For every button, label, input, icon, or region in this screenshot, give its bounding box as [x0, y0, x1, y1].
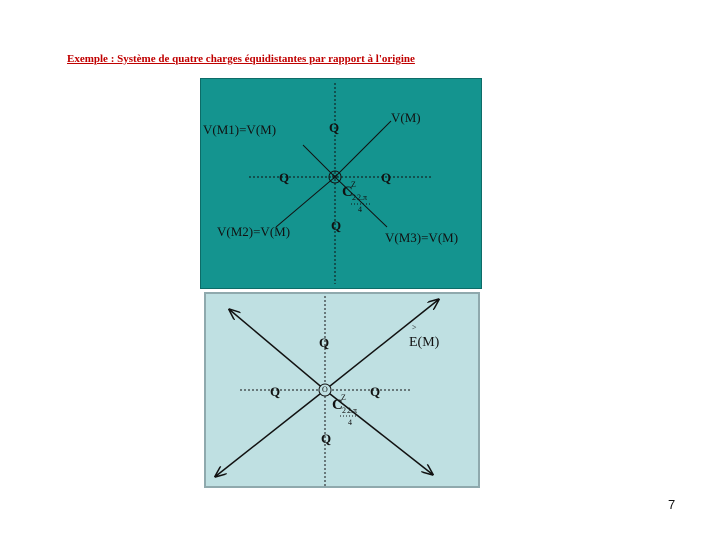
symmetry-label: C [342, 184, 353, 200]
label-v-m: V(M) [391, 110, 421, 125]
charge-q-left: Q [270, 384, 281, 399]
charge-q-top: Q [329, 120, 340, 135]
symmetry-exponent: 2 [342, 406, 346, 415]
field-arrow-lower-left [216, 390, 325, 476]
potential-diagram-lines [201, 79, 481, 288]
symmetry-label: C [332, 397, 343, 413]
field-arrow-upper-left [230, 310, 325, 390]
symmetry-exponent: 2 [352, 193, 356, 202]
charge-q-left: Q [279, 170, 290, 185]
field-diagram-lines [206, 294, 480, 488]
label-e-m: E(M) [409, 335, 440, 350]
charge-q-bottom: Q [331, 218, 342, 233]
origin-label: O [332, 172, 338, 181]
charge-q-right: Q [381, 170, 392, 185]
origin-label: O [322, 385, 328, 394]
z-axis-label: Z [341, 393, 346, 402]
label-v-m1: V(M1)=V(M) [203, 122, 277, 137]
symmetry-fraction-den: 4 [358, 205, 362, 214]
slide-title: Exemple : Système de quatre charges équidistantes par rapport à l'origine [67, 53, 415, 65]
z-axis-label: Z [351, 180, 356, 189]
symmetry-fraction-num: 2.π [347, 406, 358, 415]
charge-q-bottom: Q [321, 431, 332, 446]
diagonal-upper-right [335, 121, 391, 177]
label-v-m3: V(M3)=V(M) [385, 230, 459, 245]
field-figure [204, 292, 480, 488]
e-vector-arrow: > [412, 323, 417, 332]
page-number: 7 [668, 497, 676, 512]
diagonal-upper-left [303, 145, 335, 177]
potential-figure [200, 78, 482, 289]
charge-q-top: Q [319, 335, 330, 350]
label-v-m2: V(M2)=V(M) [217, 224, 291, 239]
symmetry-fraction-den: 4 [348, 418, 352, 427]
charge-q-right: Q [370, 384, 381, 399]
symmetry-fraction-num: 2.π [357, 193, 368, 202]
